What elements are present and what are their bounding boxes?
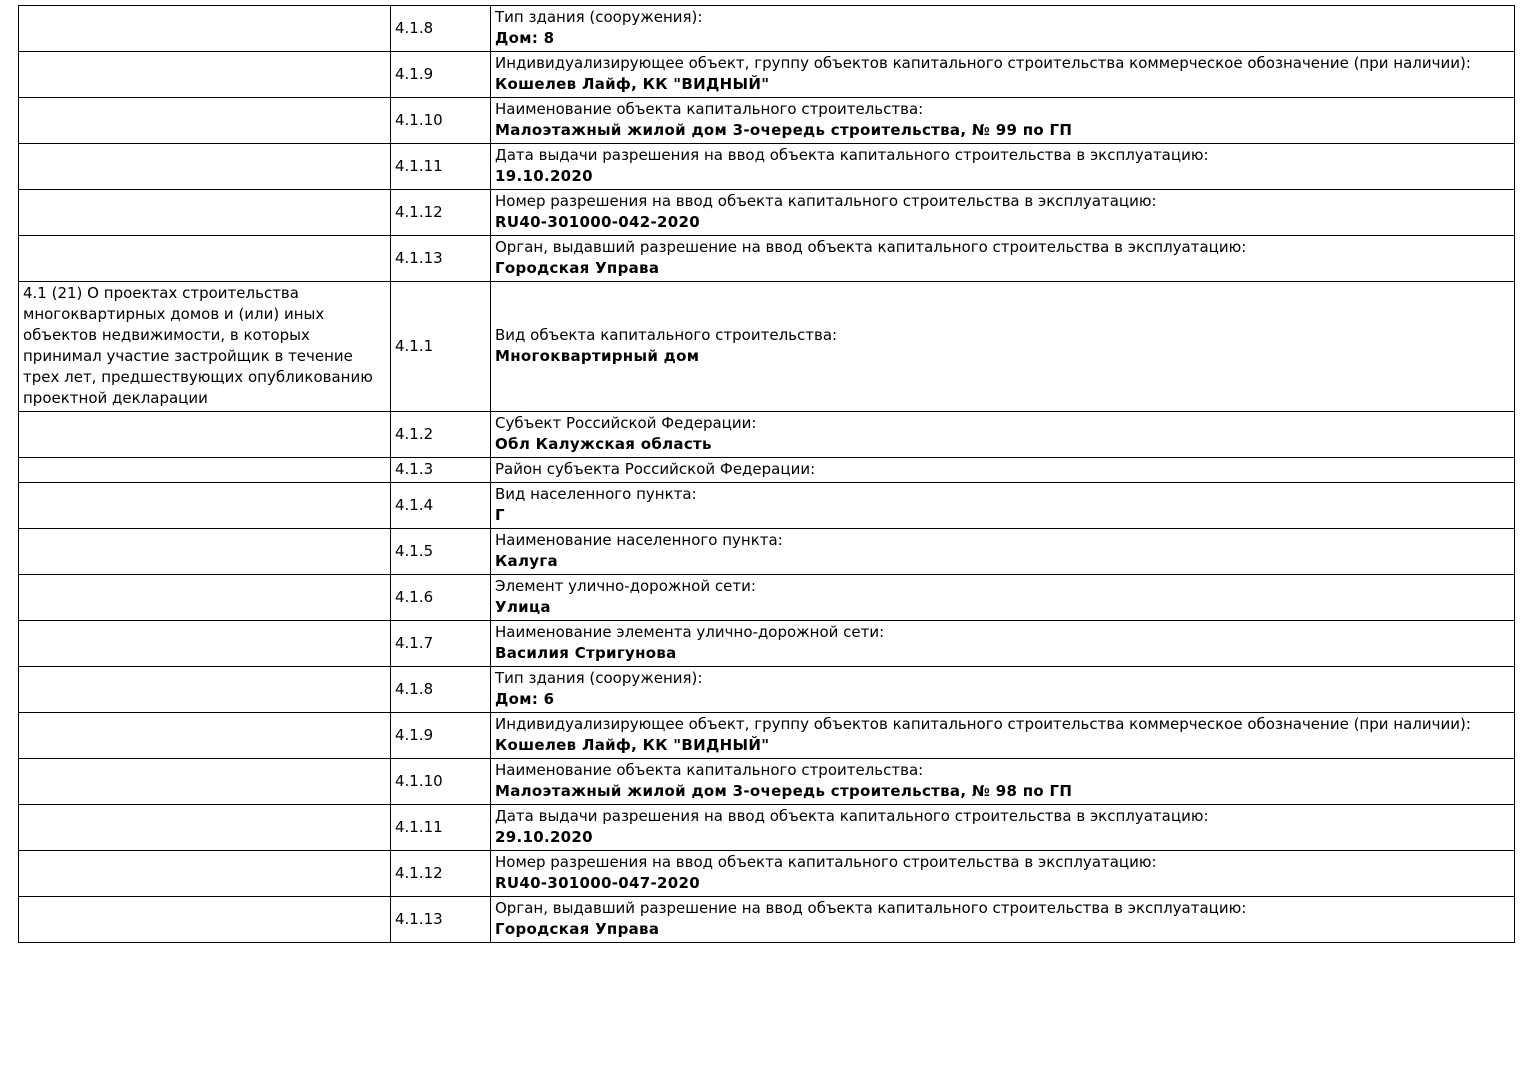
field-cell xyxy=(491,6,1515,52)
code-cell: 4.1.3 xyxy=(391,458,491,483)
section-cell xyxy=(19,52,391,98)
section-cell xyxy=(19,759,391,805)
field-value: Калуга xyxy=(495,552,558,570)
table-row xyxy=(19,483,1515,529)
section-cell xyxy=(19,98,391,144)
code-cell: 4.1.12 xyxy=(391,851,491,897)
field-cell xyxy=(491,805,1515,851)
section-cell xyxy=(19,805,391,851)
code-cell: 4.1.6 xyxy=(391,575,491,621)
field-value: Г xyxy=(495,506,505,524)
table-row xyxy=(19,713,1515,759)
table-row xyxy=(19,897,1515,943)
field-cell xyxy=(491,667,1515,713)
field-label: Элемент улично-дорожной сети: xyxy=(495,577,756,595)
section-cell xyxy=(19,897,391,943)
field-value: Обл Калужская область xyxy=(495,435,712,453)
table-row xyxy=(19,236,1515,282)
code-cell: 4.1.13 xyxy=(391,897,491,943)
code-cell: 4.1.8 xyxy=(391,6,491,52)
field-label: Тип здания (сооружения): xyxy=(495,669,703,687)
project-declaration-table xyxy=(18,5,1515,943)
section-cell xyxy=(19,282,391,412)
section-cell xyxy=(19,412,391,458)
section-cell xyxy=(19,6,391,52)
section-cell xyxy=(19,144,391,190)
field-label: Индивидуализирующее объект, группу объектов капитального строительства коммерческое обозначение (при наличии): xyxy=(495,715,1471,733)
field-label: Орган, выдавший разрешение на ввод объекта капитального строительства в эксплуатацию: xyxy=(495,238,1247,256)
table-row xyxy=(19,575,1515,621)
field-label: Наименование объекта капитального строительства: xyxy=(495,761,924,779)
field-value: RU40-301000-047-2020 xyxy=(495,874,700,892)
code-cell: 4.1.13 xyxy=(391,236,491,282)
field-value: Дом: 8 xyxy=(495,29,555,47)
field-cell xyxy=(491,144,1515,190)
table-row xyxy=(19,458,1515,483)
code-cell: 4.1.4 xyxy=(391,483,491,529)
field-value: Городская Управа xyxy=(495,259,660,277)
section-cell xyxy=(19,621,391,667)
field-cell xyxy=(491,483,1515,529)
code-cell: 4.1.7 xyxy=(391,621,491,667)
table-row xyxy=(19,282,1515,412)
field-label: Наименование населенного пункта: xyxy=(495,531,783,549)
field-label: Район субъекта Российской Федерации: xyxy=(495,460,816,478)
table-row xyxy=(19,98,1515,144)
field-cell xyxy=(491,282,1515,412)
field-label: Тип здания (сооружения): xyxy=(495,8,703,26)
table-row xyxy=(19,851,1515,897)
section-cell xyxy=(19,483,391,529)
field-cell xyxy=(491,897,1515,943)
field-cell xyxy=(491,851,1515,897)
field-value: Многоквартирный дом xyxy=(495,347,700,365)
code-cell: 4.1.11 xyxy=(391,805,491,851)
field-value: Малоэтажный жилой дом 3-очередь строительства, № 98 по ГП xyxy=(495,782,1073,800)
table-row xyxy=(19,190,1515,236)
field-label: Орган, выдавший разрешение на ввод объекта капитального строительства в эксплуатацию: xyxy=(495,899,1247,917)
section-cell xyxy=(19,236,391,282)
section-cell xyxy=(19,667,391,713)
section-cell xyxy=(19,458,391,483)
field-value: 19.10.2020 xyxy=(495,167,593,185)
field-label: Дата выдачи разрешения на ввод объекта капитального строительства в эксплуатацию: xyxy=(495,146,1209,164)
code-cell: 4.1.9 xyxy=(391,52,491,98)
field-value: Улица xyxy=(495,598,551,616)
field-cell xyxy=(491,98,1515,144)
code-cell: 4.1.10 xyxy=(391,98,491,144)
section-cell xyxy=(19,851,391,897)
field-cell xyxy=(491,529,1515,575)
field-value: Кошелев Лайф, КК "ВИДНЫЙ" xyxy=(495,75,770,93)
table-row xyxy=(19,667,1515,713)
field-value: RU40-301000-042-2020 xyxy=(495,213,700,231)
field-cell xyxy=(491,190,1515,236)
field-value: Кошелев Лайф, КК "ВИДНЫЙ" xyxy=(495,736,770,754)
code-cell: 4.1.9 xyxy=(391,713,491,759)
field-label: Наименование элемента улично-дорожной сети: xyxy=(495,623,885,641)
field-cell xyxy=(491,621,1515,667)
field-cell xyxy=(491,713,1515,759)
code-cell: 4.1.2 xyxy=(391,412,491,458)
section-cell xyxy=(19,529,391,575)
field-label: Номер разрешения на ввод объекта капитального строительства в эксплуатацию: xyxy=(495,853,1157,871)
field-cell xyxy=(491,458,1515,483)
field-cell xyxy=(491,236,1515,282)
field-label: Субъект Российской Федерации: xyxy=(495,414,757,432)
section-label: 4.1 (21) О проектах строительства многоквартирных домов и (или) иных объектов недвижимости, в которых принимал участие застройщик в течение трех лет, предшествующих опубликованию проектной декларации xyxy=(23,284,373,407)
table-row xyxy=(19,52,1515,98)
code-cell: 4.1.8 xyxy=(391,667,491,713)
table-row xyxy=(19,621,1515,667)
code-cell: 4.1.11 xyxy=(391,144,491,190)
code-cell: 4.1.1 xyxy=(391,282,491,412)
table-row xyxy=(19,805,1515,851)
field-label: Индивидуализирующее объект, группу объектов капитального строительства коммерческое обозначение (при наличии): xyxy=(495,54,1471,72)
declaration-table-body xyxy=(19,6,1515,943)
field-value: 29.10.2020 xyxy=(495,828,593,846)
code-cell: 4.1.5 xyxy=(391,529,491,575)
field-label: Вид населенного пункта: xyxy=(495,485,697,503)
field-value: Дом: 6 xyxy=(495,690,555,708)
field-value: Малоэтажный жилой дом 3-очередь строительства, № 99 по ГП xyxy=(495,121,1073,139)
table-row xyxy=(19,6,1515,52)
code-cell: 4.1.12 xyxy=(391,190,491,236)
table-row xyxy=(19,529,1515,575)
field-value: Городская Управа xyxy=(495,920,660,938)
section-cell xyxy=(19,190,391,236)
section-cell xyxy=(19,575,391,621)
section-cell xyxy=(19,713,391,759)
field-cell xyxy=(491,575,1515,621)
field-label: Номер разрешения на ввод объекта капитального строительства в эксплуатацию: xyxy=(495,192,1157,210)
code-cell: 4.1.10 xyxy=(391,759,491,805)
field-cell xyxy=(491,52,1515,98)
field-label: Вид объекта капитального строительства: xyxy=(495,326,838,344)
field-value: Василия Стригунова xyxy=(495,644,677,662)
table-row xyxy=(19,144,1515,190)
field-label: Наименование объекта капитального строительства: xyxy=(495,100,924,118)
field-cell xyxy=(491,412,1515,458)
field-cell xyxy=(491,759,1515,805)
table-row xyxy=(19,412,1515,458)
field-label: Дата выдачи разрешения на ввод объекта капитального строительства в эксплуатацию: xyxy=(495,807,1209,825)
table-row xyxy=(19,759,1515,805)
